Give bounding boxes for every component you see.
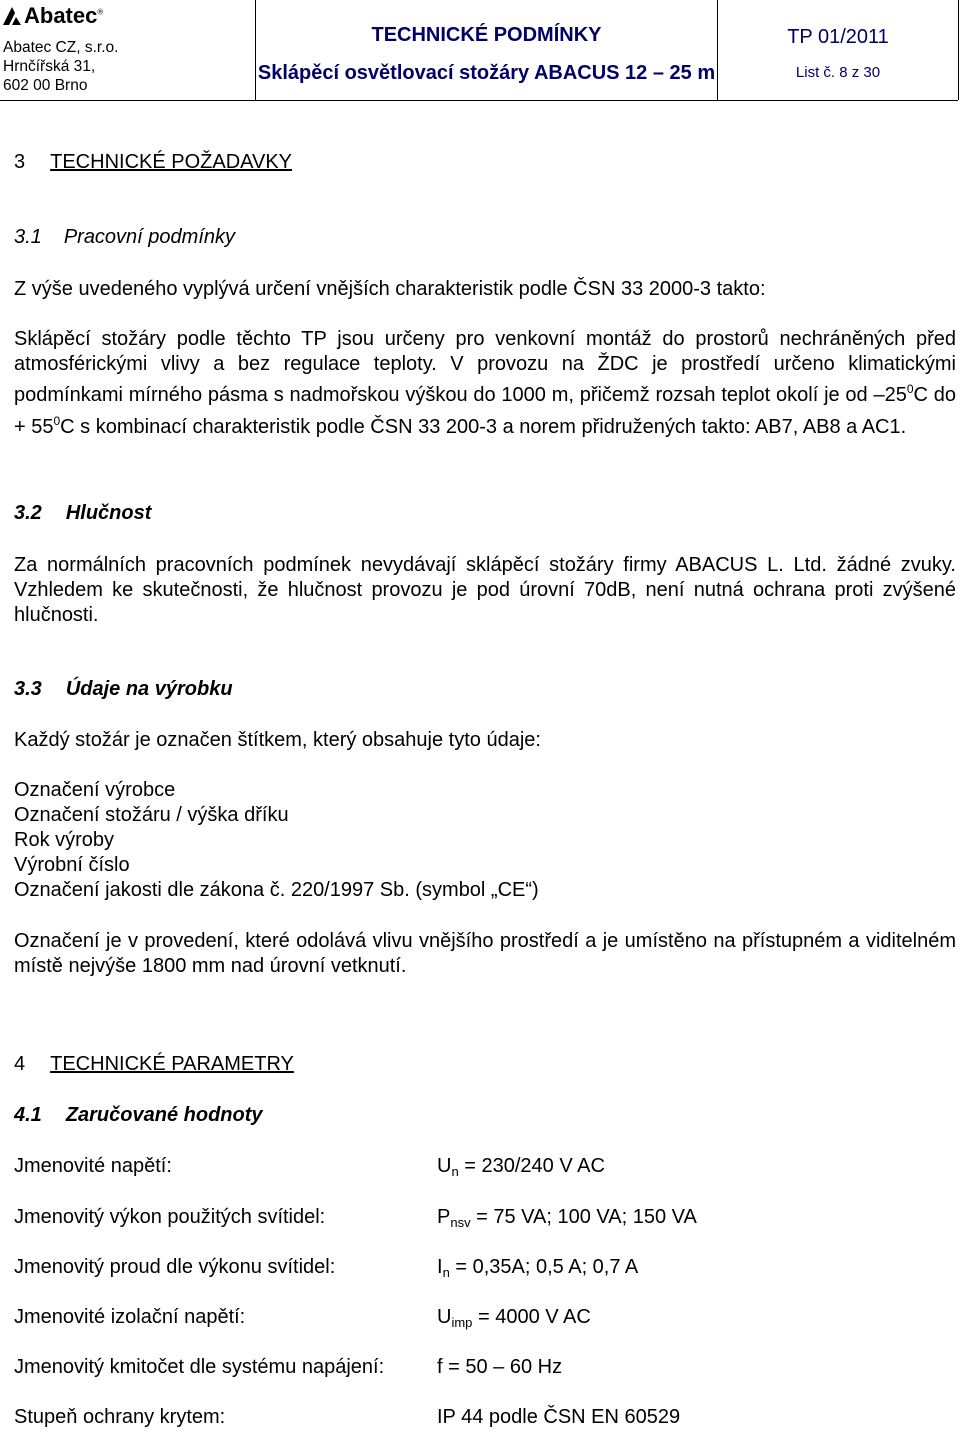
- section-4-heading: [14, 1053, 294, 1076]
- section-4-1-number: 4.1: [14, 1104, 42, 1126]
- section-3-heading: [14, 151, 292, 174]
- document-header: [0, 0, 958, 101]
- abatec-logo-icon: [3, 7, 21, 25]
- param-subscript: n: [442, 1265, 450, 1280]
- doc-type: TECHNICKÉ PODMÍNKY: [371, 24, 602, 46]
- param-label: Stupeň ochrany krytem:: [14, 1406, 226, 1428]
- list-item: Označení jakosti dle zákona č. 220/1997 Sb. (symbol „CE“): [14, 879, 539, 901]
- section-3-3-title: Údaje na výrobku: [65, 678, 233, 700]
- section-3-2-title: Hlučnost: [65, 502, 152, 524]
- company-city: 602 00 Brno: [3, 77, 88, 94]
- param-subscript: imp: [451, 1315, 473, 1330]
- logo-text: Abatec: [24, 3, 98, 28]
- section-3-2-number: 3.2: [14, 502, 42, 524]
- sheet-number: List č. 8 z 30: [795, 64, 881, 81]
- list-item: Rok výroby: [14, 829, 115, 851]
- company-name: Abatec CZ, s.r.o.: [3, 39, 119, 56]
- company-street: Hrnčířská 31,: [3, 58, 96, 75]
- param-subscript: n: [451, 1164, 459, 1179]
- param-value-text: = 4000 V AC: [472, 1306, 591, 1328]
- para-part-b: C do + 55: [14, 384, 956, 438]
- section-3-1-heading: [14, 226, 235, 249]
- param-label: Jmenovitý výkon použitých svítidel:: [14, 1206, 326, 1228]
- section-3-1-intro: Z výše uvedeného vyplývá určení vnějších charakteristik podle ČSN 33 2000-3 takto:: [14, 278, 766, 300]
- param-label: Jmenovité izolační napětí:: [14, 1306, 246, 1328]
- param-symbol: U: [437, 1155, 452, 1177]
- param-label: Jmenovitý proud dle výkonu svítidel:: [14, 1256, 336, 1278]
- param-symbol: I: [437, 1256, 443, 1278]
- company-logo: [3, 3, 103, 29]
- param-value: [437, 1256, 638, 1280]
- section-3-title: TECHNICKÉ POŽADAVKY: [50, 151, 293, 173]
- section-3-3-intro: Každý stožár je označen štítkem, který obsahuje tyto údaje:: [14, 729, 541, 751]
- logo-registered-mark: ®: [97, 7, 104, 17]
- section-4-1-heading: [14, 1104, 263, 1127]
- section-4-title: TECHNICKÉ PARAMETRY: [50, 1053, 294, 1075]
- section-3-2-heading: [14, 502, 151, 525]
- degree-sup-2: 0: [53, 413, 61, 428]
- section-4-number: 4: [14, 1053, 26, 1075]
- section-3-3-number: 3.3: [14, 678, 42, 700]
- degree-sup-1: 0: [906, 382, 914, 397]
- param-label: Jmenovité napětí:: [14, 1155, 172, 1177]
- param-value: [437, 1356, 562, 1379]
- para-part-c: C s kombinací charakteristik podle ČSN 33 200-3 a norem přidružených takto: AB7, AB8 a AC1.: [60, 415, 907, 438]
- param-value-text: = 0,35A; 0,5 A; 0,7 A: [449, 1256, 639, 1278]
- param-value: [437, 1206, 697, 1230]
- doc-title: Sklápěcí osvětlovací stožáry ABACUS 12 – 25 m: [257, 62, 716, 84]
- header-number-cell: [718, 0, 959, 100]
- param-symbol: P: [437, 1206, 451, 1228]
- list-item: Výrobní číslo: [14, 854, 130, 876]
- param-value-text: = 75 VA; 100 VA; 150 VA: [470, 1206, 697, 1228]
- section-3-2-paragraph: Za normálních pracovních podmínek nevydávají sklápěcí stožáry firmy ABACUS L. Ltd. žádné zvuky. Vzhledem ke skutečnosti, že hlučnost provozu je pod úrovní 70dB, není nutná ochrana proti zvýšené hlučnosti.: [14, 554, 956, 627]
- section-3-number: 3: [14, 151, 26, 173]
- section-3-1-paragraph: [14, 327, 956, 440]
- section-3-1-number: 3.1: [14, 226, 42, 248]
- param-subscript: nsv: [450, 1215, 471, 1230]
- param-value-text: = 230/240 V AC: [458, 1155, 605, 1177]
- section-4-1-title: Zaručované hodnoty: [65, 1104, 263, 1126]
- list-item: Označení stožáru / výška dříku: [14, 804, 289, 826]
- header-title-cell: [256, 0, 718, 100]
- param-value: [437, 1306, 591, 1330]
- param-value-text: f = 50 – 60 Hz: [437, 1356, 563, 1378]
- param-value-text: IP 44 podle ČSN EN 60529: [437, 1406, 681, 1428]
- doc-number: TP 01/2011: [787, 26, 889, 48]
- list-item: Označení výrobce: [14, 779, 176, 801]
- section-3-3-note: Označení je v provedení, které odolává vlivu vnějšího prostředí a je umístěno na přístupném a viditelném místě nejvýše 1800 mm nad úrovní vetknutí.: [14, 930, 956, 978]
- param-value: [437, 1155, 605, 1179]
- param-symbol: U: [437, 1306, 452, 1328]
- section-3-1-title: Pracovní podmínky: [63, 226, 236, 248]
- header-company-cell: [0, 0, 256, 100]
- param-label: Jmenovitý kmitočet dle systému napájení:: [14, 1356, 385, 1378]
- param-value: [437, 1406, 680, 1429]
- section-3-3-heading: [14, 678, 233, 701]
- para-part-a: Sklápěcí stožáry podle těchto TP jsou určeny pro venkovní montáž do prostorů nechráněných před atmosférickými vlivy a bez regulace teploty. V provozu na ŽDC je prostředí určeno klimatickými podmínkami mírného pásma s nadmořskou výškou do 1000 m, přičemž rozsah teplot okolí je od –25: [14, 328, 956, 407]
